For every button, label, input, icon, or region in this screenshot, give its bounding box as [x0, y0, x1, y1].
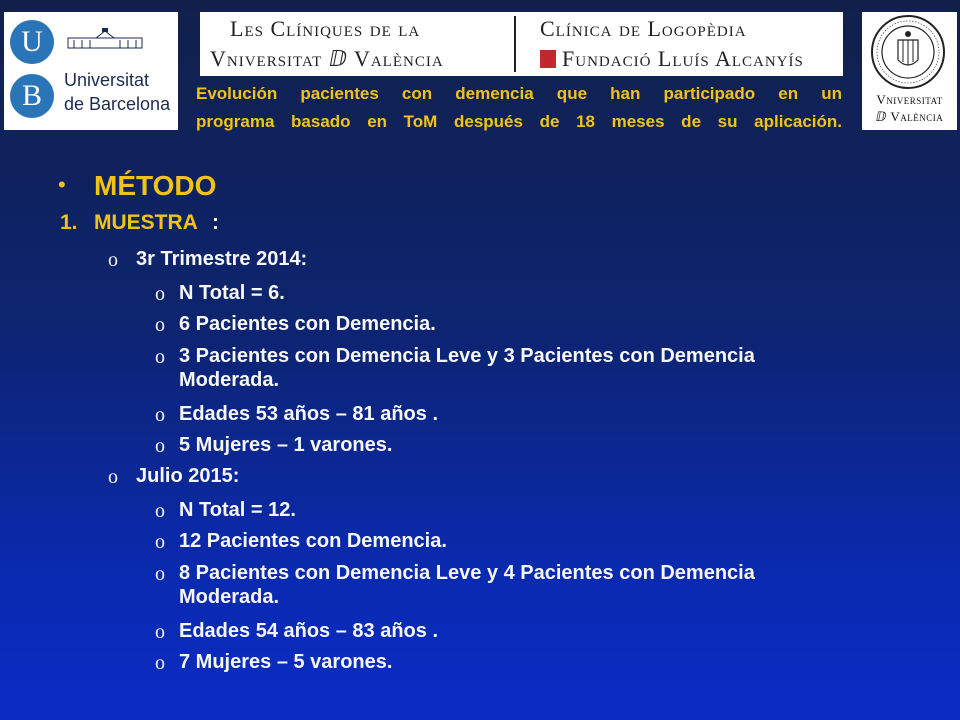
uv-name-line1: Vniversitat [876, 92, 943, 107]
group-title: 3r Trimestre 2014: [136, 248, 308, 270]
list-item-continuation: Moderada. [179, 586, 280, 608]
universitat-valencia-logo [862, 12, 957, 130]
bullet-dot-icon: • [58, 172, 66, 197]
circle-bullet-icon: o [155, 435, 165, 457]
banner-left-line2: Vniversitat ⅅ València [210, 46, 444, 71]
university-seal-icon [870, 14, 946, 90]
banner-right-line1: Clínica de Logopèdia [540, 16, 747, 41]
banner-left-line1: Les Clíniques de la [230, 16, 421, 41]
subtitle-line-1: Evolución pacientes con demencia que han participado en un [196, 84, 842, 103]
circle-bullet-icon: o [155, 563, 165, 585]
circle-bullet-icon: o [155, 621, 165, 643]
group-title: Julio 2015: [136, 465, 240, 487]
universitat-barcelona-logo [4, 12, 178, 130]
clinica-banner [200, 12, 843, 76]
list-item: N Total = 6. [179, 282, 285, 304]
building-icon [66, 28, 144, 50]
circle-bullet-icon: o [108, 466, 118, 488]
ub-name-line1: Universitat [64, 70, 150, 90]
circle-bullet-icon: o [155, 652, 165, 674]
list-item: 5 Mujeres – 1 varones. [179, 434, 393, 456]
item-colon: : [212, 211, 219, 234]
circle-bullet-icon: o [155, 283, 165, 305]
banner-divider [514, 16, 516, 72]
circle-bullet-icon: o [155, 404, 165, 426]
circle-bullet-icon: o [108, 249, 118, 271]
ub-name-line2: de Barcelona [64, 94, 171, 114]
circle-bullet-icon: o [155, 531, 165, 553]
list-item: 6 Pacientes con Demencia. [179, 313, 436, 335]
list-item-continuation: Moderada. [179, 369, 280, 391]
list-item: 12 Pacientes con Demencia. [179, 530, 447, 552]
list-item: 3 Pacientes con Demencia Leve y 3 Pacientes con Demencia [179, 345, 755, 367]
list-item: 7 Mujeres – 5 varones. [179, 651, 393, 673]
section-title: MÉTODO [94, 170, 217, 201]
list-item: Edades 53 años – 81 años . [179, 403, 439, 425]
ub-letter-u: U [10, 20, 54, 64]
list-item: 8 Pacientes con Demencia Leve y 4 Pacientes con Demencia [179, 562, 755, 584]
ub-letter-b: B [10, 74, 54, 118]
circle-bullet-icon: o [155, 346, 165, 368]
subtitle-line-2: programa basado en ToM después de 18 meses de su aplicación. [196, 112, 842, 131]
item-number: 1. [60, 211, 78, 234]
item-label: MUESTRA [94, 211, 198, 234]
list-item: N Total = 12. [179, 499, 296, 521]
circle-bullet-icon: o [155, 314, 165, 336]
slide-subtitle [196, 80, 842, 136]
circle-bullet-icon: o [155, 500, 165, 522]
fundacion-mark-icon [540, 50, 556, 68]
uv-name-line2: ⅅ València [875, 109, 944, 124]
banner-right-line2: Fundació Lluís Alcanyís [562, 46, 804, 71]
list-item: Edades 54 años – 83 años . [179, 620, 439, 642]
